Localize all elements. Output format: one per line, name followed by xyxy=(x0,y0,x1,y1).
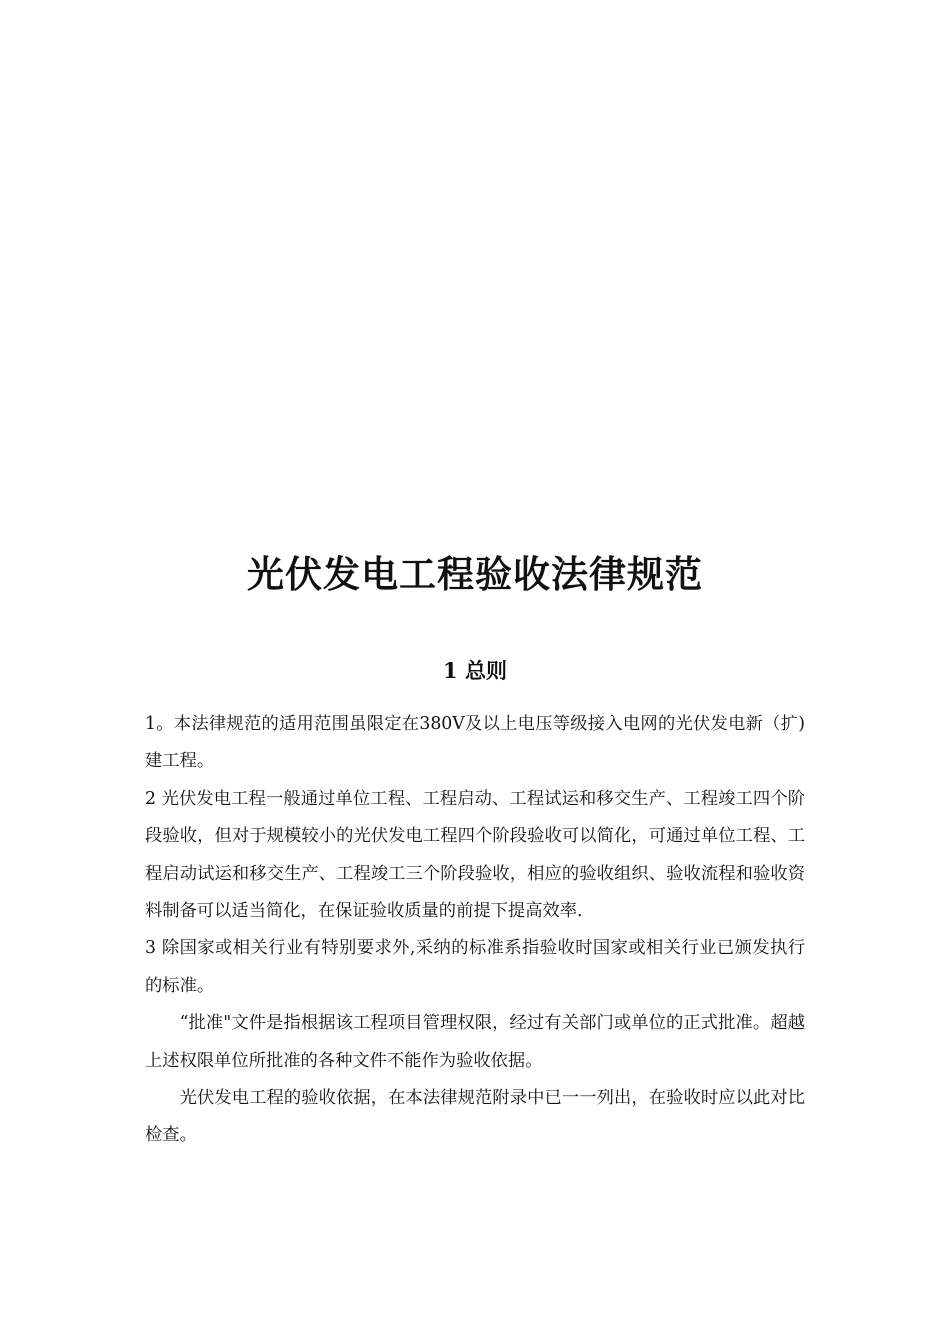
section-heading: 1 总则 xyxy=(443,658,507,683)
document-body xyxy=(145,706,805,1155)
paragraph-scope: 1。本法律规范的适用范围虽限定在380V及以上电压等级接入电网的光伏发电新（扩)建工程。 xyxy=(145,714,805,772)
document-title: 光伏发电工程验收法律规范 xyxy=(247,552,703,596)
paragraph-approval-documents: “批准"文件是指根据该工程项目管理权限，经过有关部门或单位的正式批准。超越上述权限单位所批准的各种文件不能作为验收依据。 xyxy=(145,1013,805,1071)
paragraph-acceptance-stages: 2 光伏发电工程一般通过单位工程、工程启动、工程试运和移交生产、工程竣工四个阶段验收，但对于规模较小的光伏发电工程四个阶段验收可以简化，可通过单位工程、工程启动试运和移交生产、工程竣工三个阶段验收，相应的验收组织、验收流程和验收资料制备可以适当简化，在保证验收质量的前提下提高效率. xyxy=(145,788,805,922)
paragraph-acceptance-basis: 光伏发电工程的验收依据，在本法律规范附录中已一一列出，在验收时应以此对比检查。 xyxy=(145,1088,805,1146)
paragraph-standards: 3 除国家或相关行业有特别要求外,采纳的标准系指验收时国家或相关行业已颁发执行的标准。 xyxy=(145,938,805,996)
